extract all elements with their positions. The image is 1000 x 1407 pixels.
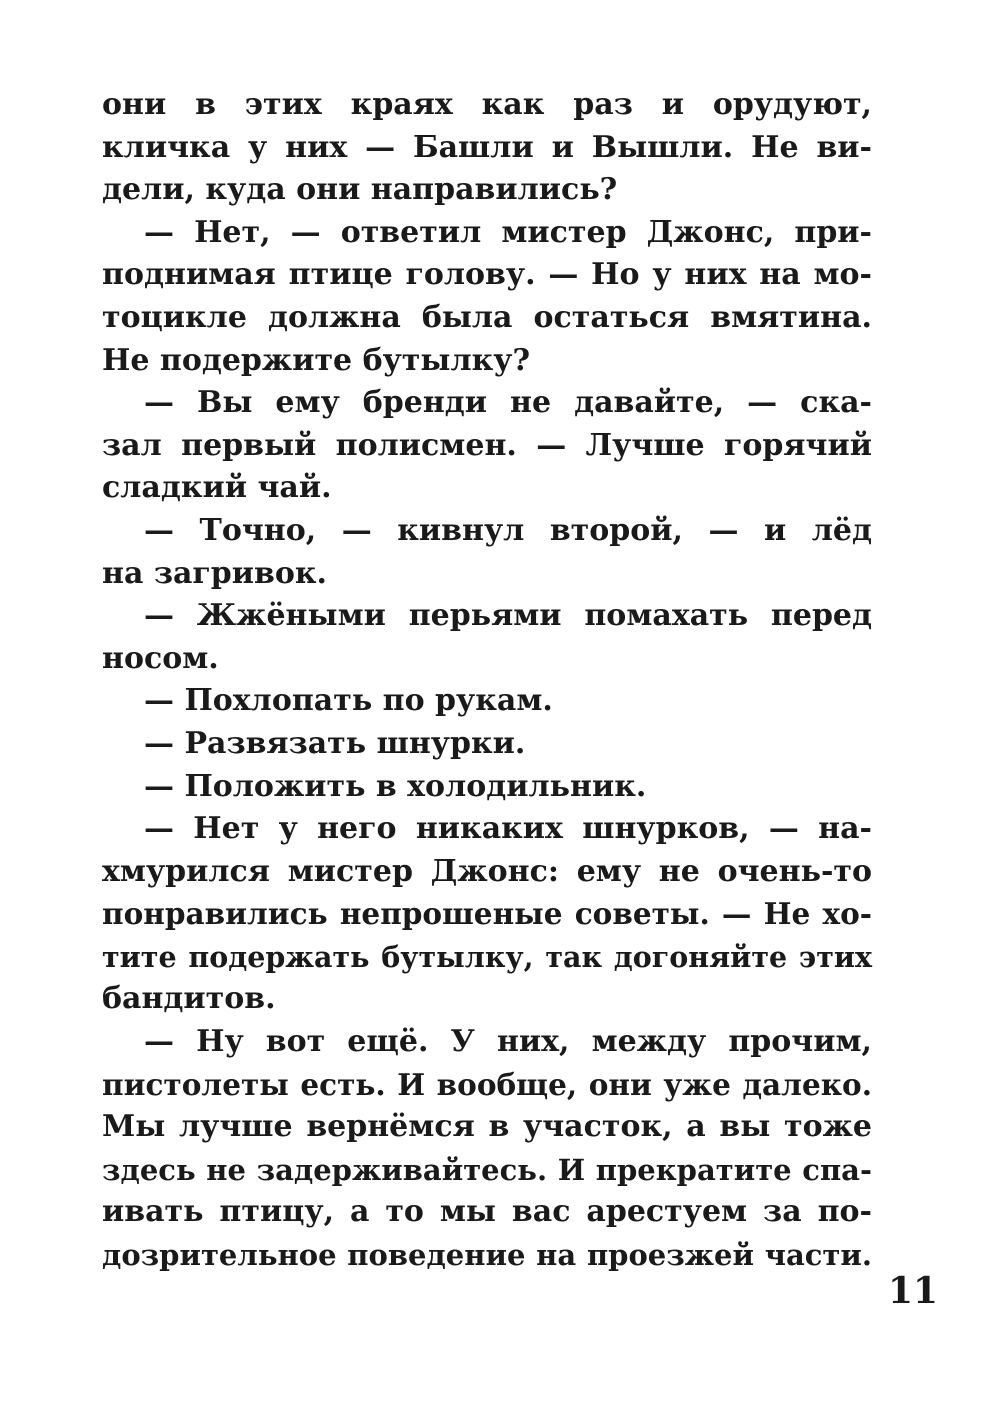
page-body-text [102, 84, 872, 1277]
text-line: — Нет у него никаких шнурков, — на- [144, 811, 872, 847]
text-line: носом. [102, 640, 219, 676]
text-line: ивать птицу, а то мы вас арестуем за по- [102, 1194, 872, 1230]
text-line: Не подержите бутылку? [102, 342, 531, 378]
text-line: — Нет, — ответил мистер Джонс, при- [144, 214, 872, 250]
text-line: дозрительное поведение на проезжей части. [102, 1238, 872, 1273]
text-line: — Похлопать по рукам. [144, 683, 553, 719]
text-line: они в этих краях как раз и орудуют, [102, 87, 872, 122]
text-line: здесь не задерживайтесь. И прекратите спа- [102, 1152, 872, 1187]
text-line: хмурился мистер Джонс: ему не очень-то [102, 853, 872, 889]
text-line: кличка у них — Башли и Вышли. Не ви- [102, 129, 872, 165]
text-line: — Положить в холодильник. [144, 768, 647, 804]
text-line: дели, куда они направились? [102, 172, 618, 208]
text-line: тоцикле должна была остаться вмятина. [102, 299, 872, 335]
text-line: — Ну вот ещё. У них, между прочим, [144, 1024, 872, 1060]
text-line: — Вы ему бренди не давайте, — ска- [144, 385, 872, 421]
text-line: — Жжёными перьями помахать перед [144, 598, 872, 634]
text-line: поднимая птице голову. — Но у них на мо- [102, 257, 872, 293]
page-number: 11 [888, 1270, 939, 1312]
text-line: понравились непрошеные советы. — Не хо- [102, 896, 872, 932]
text-line: зал первый полисмен. — Лучше горячий [102, 427, 872, 463]
text-line: Мы лучше вернёмся в участок, а вы тоже [102, 1109, 872, 1145]
text-line: тите подержать бутылку, так догоняйте этих [102, 939, 872, 974]
text-line: — Точно, — кивнул второй, — и лёд [144, 512, 872, 548]
text-line: пистолеты есть. И вообще, они уже далеко. [102, 1066, 872, 1102]
text-line: сладкий чай. [102, 470, 332, 506]
text-line: — Развязать шнурки. [144, 725, 526, 761]
text-line: на загривок. [102, 555, 327, 591]
text-line: бандитов. [102, 981, 276, 1017]
